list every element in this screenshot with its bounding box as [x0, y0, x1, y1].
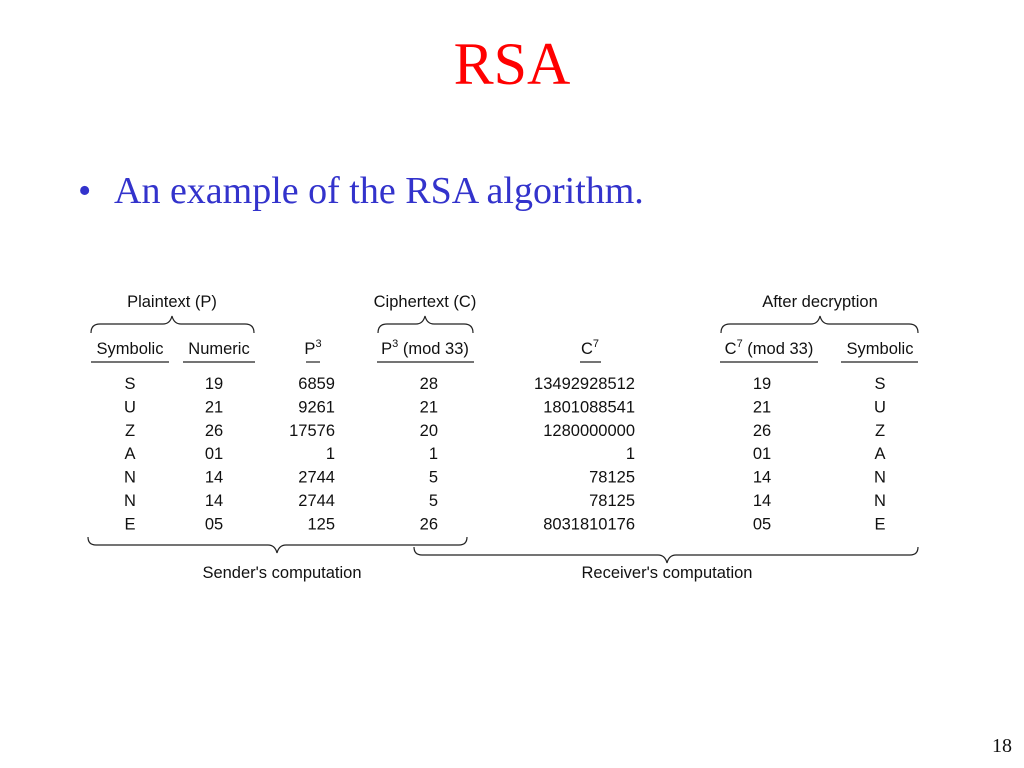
cell-symbolic: S [124, 375, 136, 393]
cell-c-seventh: 1280000000 [543, 421, 635, 440]
table-row [124, 375, 885, 393]
ciphertext-group-label: Ciphertext (C) [373, 293, 477, 311]
table-row [125, 422, 885, 440]
cell-p-cubed-mod: 5 [428, 468, 438, 487]
cell-symbolic-2: U [874, 398, 886, 417]
cell-p-cubed: 125 [307, 515, 335, 534]
receiver-computation-label: Receiver's computation [581, 564, 753, 582]
sender-computation-label: Sender's computation [202, 564, 362, 582]
cell-symbolic-2: N [874, 492, 886, 510]
cell-c-seventh: 8031810176 [543, 515, 635, 534]
after-decryption-brace [721, 316, 918, 333]
cell-c-seventh: 1 [625, 445, 635, 464]
cell-symbolic: U [124, 398, 136, 417]
cell-symbolic: Z [124, 421, 136, 440]
cell-p-cubed: 6859 [298, 375, 335, 393]
cell-numeric: 05 [204, 515, 224, 534]
header-numeric: Numeric [188, 340, 250, 358]
table-row [124, 492, 886, 510]
cell-c-seventh-mod: 01 [752, 445, 772, 464]
cell-numeric: 01 [204, 445, 224, 464]
cell-numeric: 14 [204, 468, 224, 487]
cell-numeric: 21 [204, 398, 224, 417]
header-symbolic-2: Symbolic [846, 340, 914, 358]
cell-symbolic: N [124, 468, 136, 487]
cell-c-seventh-mod: 05 [752, 515, 772, 534]
cell-p-cubed-mod: 26 [419, 515, 438, 534]
cell-p-cubed-mod: 28 [419, 375, 438, 393]
cell-symbolic: A [124, 445, 136, 464]
cell-c-seventh: 78125 [589, 468, 635, 487]
cell-c-seventh: 13492928512 [534, 375, 635, 393]
cell-symbolic-2: A [874, 445, 886, 464]
sender-brace [88, 537, 467, 553]
cell-numeric: 26 [204, 421, 224, 440]
cell-symbolic-2: Z [874, 421, 886, 440]
cell-p-cubed: 1 [325, 445, 335, 464]
cell-symbolic-2: E [874, 515, 886, 534]
ciphertext-brace [378, 316, 473, 333]
header-p-cubed: $P^3$ [304, 338, 322, 358]
table-row [124, 469, 886, 487]
bullet-marker: • [78, 170, 92, 212]
cell-numeric: 14 [204, 492, 224, 510]
cell-c-seventh-mod: 14 [752, 468, 772, 487]
cell-c-seventh: 1801088541 [543, 398, 635, 417]
plaintext-brace [91, 316, 254, 333]
cell-p-cubed: 9261 [298, 398, 335, 417]
cell-p-cubed-mod: 5 [428, 492, 438, 510]
cell-c-seventh: 78125 [589, 492, 635, 510]
header-c-seventh-mod: $C^7$ (mod 33) [724, 338, 814, 358]
table-row [124, 515, 885, 533]
page-number: 18 [992, 735, 1012, 757]
table-row [124, 445, 885, 463]
header-p-cubed-mod: $P^3$ (mod 33) [381, 338, 469, 358]
cell-numeric: 19 [204, 375, 224, 393]
cell-p-cubed-mod: 20 [419, 421, 438, 440]
header-symbolic: Symbolic [96, 340, 164, 358]
cell-symbolic: E [124, 515, 136, 534]
table-row [124, 398, 886, 416]
receiver-brace [414, 547, 918, 563]
cell-p-cubed: 2744 [298, 468, 335, 487]
cell-p-cubed: 17576 [289, 421, 335, 440]
cell-p-cubed-mod: 21 [419, 398, 438, 417]
cell-c-seventh-mod: 19 [752, 375, 772, 393]
cell-symbolic-2: S [874, 375, 886, 393]
cell-c-seventh-mod: 14 [752, 492, 772, 510]
cell-symbolic-2: N [874, 468, 886, 487]
cell-c-seventh-mod: 26 [752, 421, 772, 440]
after-decryption-group-label: After decryption [762, 293, 878, 311]
cell-c-seventh-mod: 21 [752, 398, 772, 417]
cell-p-cubed-mod: 1 [428, 445, 438, 464]
cell-p-cubed: 2744 [298, 492, 335, 510]
table-body [124, 375, 886, 533]
header-c-seventh: $C^7$ [580, 338, 600, 358]
cell-symbolic: N [124, 492, 136, 510]
slide-title: RSA [453, 31, 571, 97]
bullet-text: An example of the RSA algorithm. [114, 170, 644, 212]
plaintext-group-label: Plaintext (P) [127, 293, 217, 311]
